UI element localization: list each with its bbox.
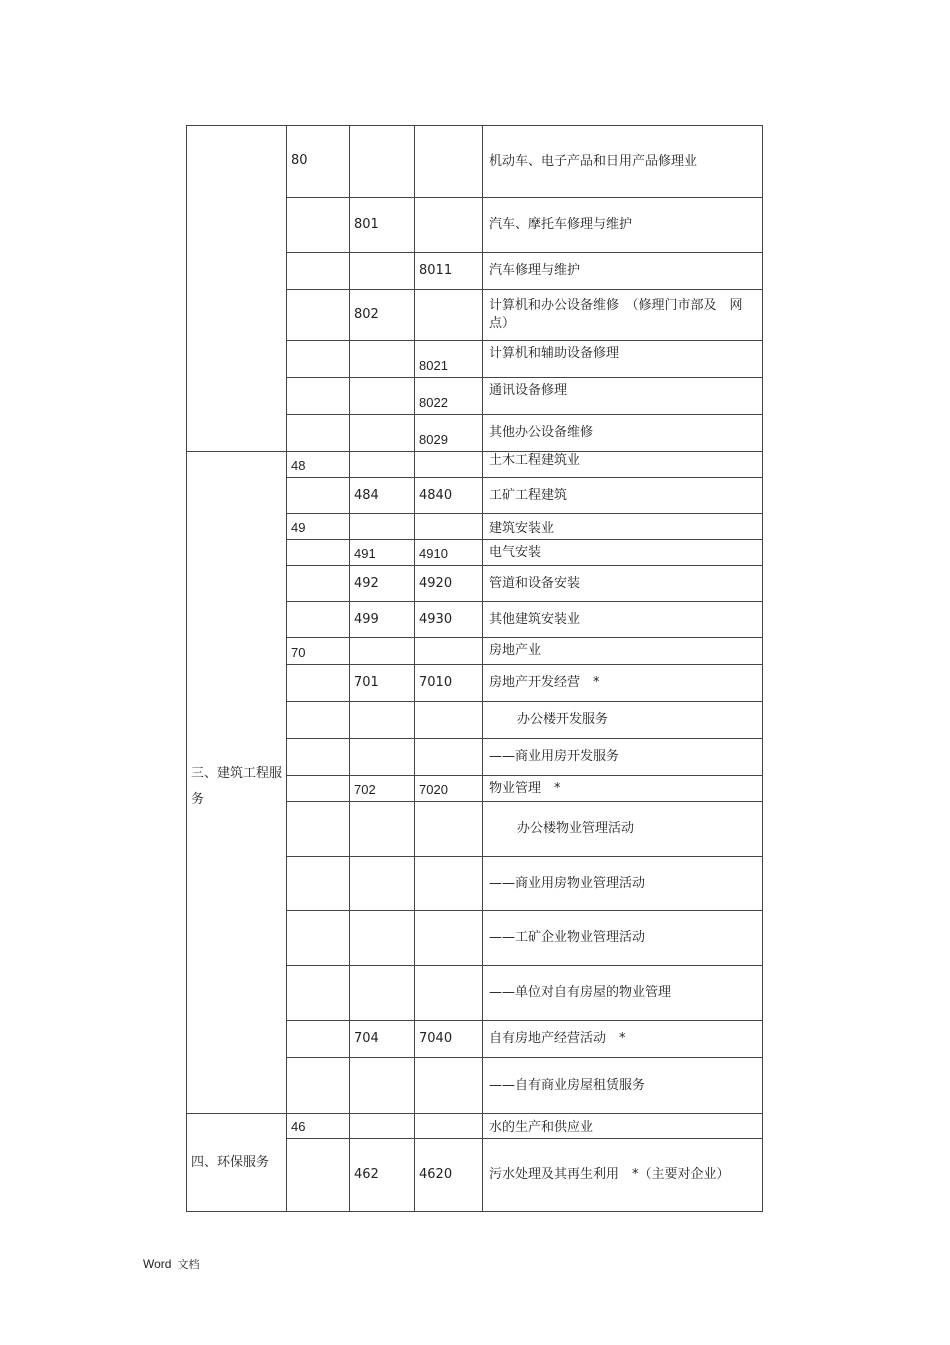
industry-name: 电气安装 bbox=[483, 540, 763, 566]
category-construction: 三、建筑工程服务 bbox=[187, 452, 287, 1114]
code-level3: 8021 bbox=[415, 341, 483, 378]
code-level3: 8011 bbox=[415, 253, 483, 290]
industry-name: 通讯设备修理 bbox=[483, 378, 763, 415]
code-level3 bbox=[415, 739, 483, 776]
code-level3 bbox=[415, 702, 483, 739]
code-level3: 4840 bbox=[415, 478, 483, 514]
code-level2 bbox=[350, 415, 415, 452]
code-level1 bbox=[287, 1058, 350, 1114]
code-level3 bbox=[415, 857, 483, 911]
code-level2 bbox=[350, 739, 415, 776]
code-level3 bbox=[415, 514, 483, 540]
industry-name: 物业管理 * bbox=[483, 776, 763, 802]
table-row bbox=[187, 126, 763, 198]
industry-name: 自有房地产经营活动 * bbox=[483, 1021, 763, 1058]
code-level3 bbox=[415, 1114, 483, 1139]
code-level1 bbox=[287, 1139, 350, 1212]
code-level2: 499 bbox=[350, 602, 415, 638]
code-level1: 48 bbox=[287, 452, 350, 478]
industry-name: 水的生产和供应业 bbox=[483, 1114, 763, 1139]
industry-name: 房地产业 bbox=[483, 638, 763, 665]
industry-name: 汽车、摩托车修理与维护 bbox=[483, 198, 763, 253]
code-level3: 4910 bbox=[415, 540, 483, 566]
industry-name: 机动车、电子产品和日用产品修理业 bbox=[483, 126, 763, 198]
code-level1 bbox=[287, 415, 350, 452]
code-level1 bbox=[287, 739, 350, 776]
category-environment: 四、环保服务 bbox=[187, 1114, 287, 1212]
code-level2: 492 bbox=[350, 566, 415, 602]
code-level1 bbox=[287, 911, 350, 966]
industry-name: 其他办公设备维修 bbox=[483, 415, 763, 452]
industry-name: 房地产开发经营 * bbox=[483, 665, 763, 702]
code-level1 bbox=[287, 665, 350, 702]
code-level1 bbox=[287, 702, 350, 739]
code-level3 bbox=[415, 802, 483, 857]
code-level2: 491 bbox=[350, 540, 415, 566]
table-row bbox=[187, 1114, 763, 1139]
code-level3: 4920 bbox=[415, 566, 483, 602]
code-level2 bbox=[350, 1114, 415, 1139]
industry-name: ——自有商业房屋租赁服务 bbox=[483, 1058, 763, 1114]
code-level2 bbox=[350, 857, 415, 911]
code-level2: 802 bbox=[350, 290, 415, 341]
code-level1 bbox=[287, 776, 350, 802]
code-level1 bbox=[287, 290, 350, 341]
code-level1 bbox=[287, 802, 350, 857]
industry-name: ——商业用房开发服务 bbox=[483, 739, 763, 776]
code-level1 bbox=[287, 966, 350, 1021]
code-level2: 462 bbox=[350, 1139, 415, 1212]
code-level2 bbox=[350, 802, 415, 857]
industry-name: 计算机和辅助设备修理 bbox=[483, 341, 763, 378]
industry-name: 其他建筑安装业 bbox=[483, 602, 763, 638]
code-level1 bbox=[287, 566, 350, 602]
code-level2: 701 bbox=[350, 665, 415, 702]
industry-name: 计算机和办公设备维修 （修理门市部及 网点） bbox=[483, 290, 763, 341]
code-level2: 704 bbox=[350, 1021, 415, 1058]
code-level3 bbox=[415, 638, 483, 665]
code-level3: 8029 bbox=[415, 415, 483, 452]
code-level3 bbox=[415, 126, 483, 198]
industry-name: 汽车修理与维护 bbox=[483, 253, 763, 290]
code-level2 bbox=[350, 253, 415, 290]
code-level3: 7020 bbox=[415, 776, 483, 802]
industry-name: 办公楼物业管理活动 bbox=[483, 802, 763, 857]
code-level1 bbox=[287, 253, 350, 290]
footer-brand: Word bbox=[143, 1257, 172, 1271]
code-level2 bbox=[350, 966, 415, 1021]
code-level3 bbox=[415, 1058, 483, 1114]
industry-name: 建筑安装业 bbox=[483, 514, 763, 540]
footer-label: 文档 bbox=[177, 1258, 200, 1271]
code-level1 bbox=[287, 198, 350, 253]
code-level2 bbox=[350, 126, 415, 198]
code-level2 bbox=[350, 378, 415, 415]
industry-name: 办公楼开发服务 bbox=[483, 702, 763, 739]
code-level3: 7010 bbox=[415, 665, 483, 702]
code-level3 bbox=[415, 911, 483, 966]
code-level2 bbox=[350, 514, 415, 540]
table-row bbox=[187, 452, 763, 478]
code-level3: 4930 bbox=[415, 602, 483, 638]
code-level3 bbox=[415, 966, 483, 1021]
code-level2: 801 bbox=[350, 198, 415, 253]
code-level1: 49 bbox=[287, 514, 350, 540]
industry-name: ——工矿企业物业管理活动 bbox=[483, 911, 763, 966]
code-level3: 7040 bbox=[415, 1021, 483, 1058]
code-level1 bbox=[287, 857, 350, 911]
code-level2: 702 bbox=[350, 776, 415, 802]
code-level3: 4620 bbox=[415, 1139, 483, 1212]
code-level2 bbox=[350, 1058, 415, 1114]
code-level1 bbox=[287, 378, 350, 415]
code-level1: 46 bbox=[287, 1114, 350, 1139]
category-cell-empty bbox=[187, 126, 287, 452]
code-level2 bbox=[350, 702, 415, 739]
code-level1 bbox=[287, 540, 350, 566]
industry-name: ——单位对自有房屋的物业管理 bbox=[483, 966, 763, 1021]
industry-name: ——商业用房物业管理活动 bbox=[483, 857, 763, 911]
code-level1: 80 bbox=[287, 126, 350, 198]
code-level1 bbox=[287, 341, 350, 378]
code-level1: 70 bbox=[287, 638, 350, 665]
code-level2: 484 bbox=[350, 478, 415, 514]
industry-name: 工矿工程建筑 bbox=[483, 478, 763, 514]
industry-name: 土木工程建筑业 bbox=[483, 452, 763, 478]
code-level3 bbox=[415, 452, 483, 478]
code-level1 bbox=[287, 1021, 350, 1058]
code-level3 bbox=[415, 290, 483, 341]
code-level2 bbox=[350, 638, 415, 665]
code-level1 bbox=[287, 602, 350, 638]
industry-name: 管道和设备安装 bbox=[483, 566, 763, 602]
code-level3 bbox=[415, 198, 483, 253]
code-level1 bbox=[287, 478, 350, 514]
industry-name: 污水处理及其再生利用 *（主要对企业） bbox=[483, 1139, 763, 1212]
code-level2 bbox=[350, 911, 415, 966]
code-level3: 8022 bbox=[415, 378, 483, 415]
classification-table bbox=[186, 125, 763, 1212]
code-level2 bbox=[350, 341, 415, 378]
page-footer bbox=[143, 1256, 199, 1272]
code-level2 bbox=[350, 452, 415, 478]
